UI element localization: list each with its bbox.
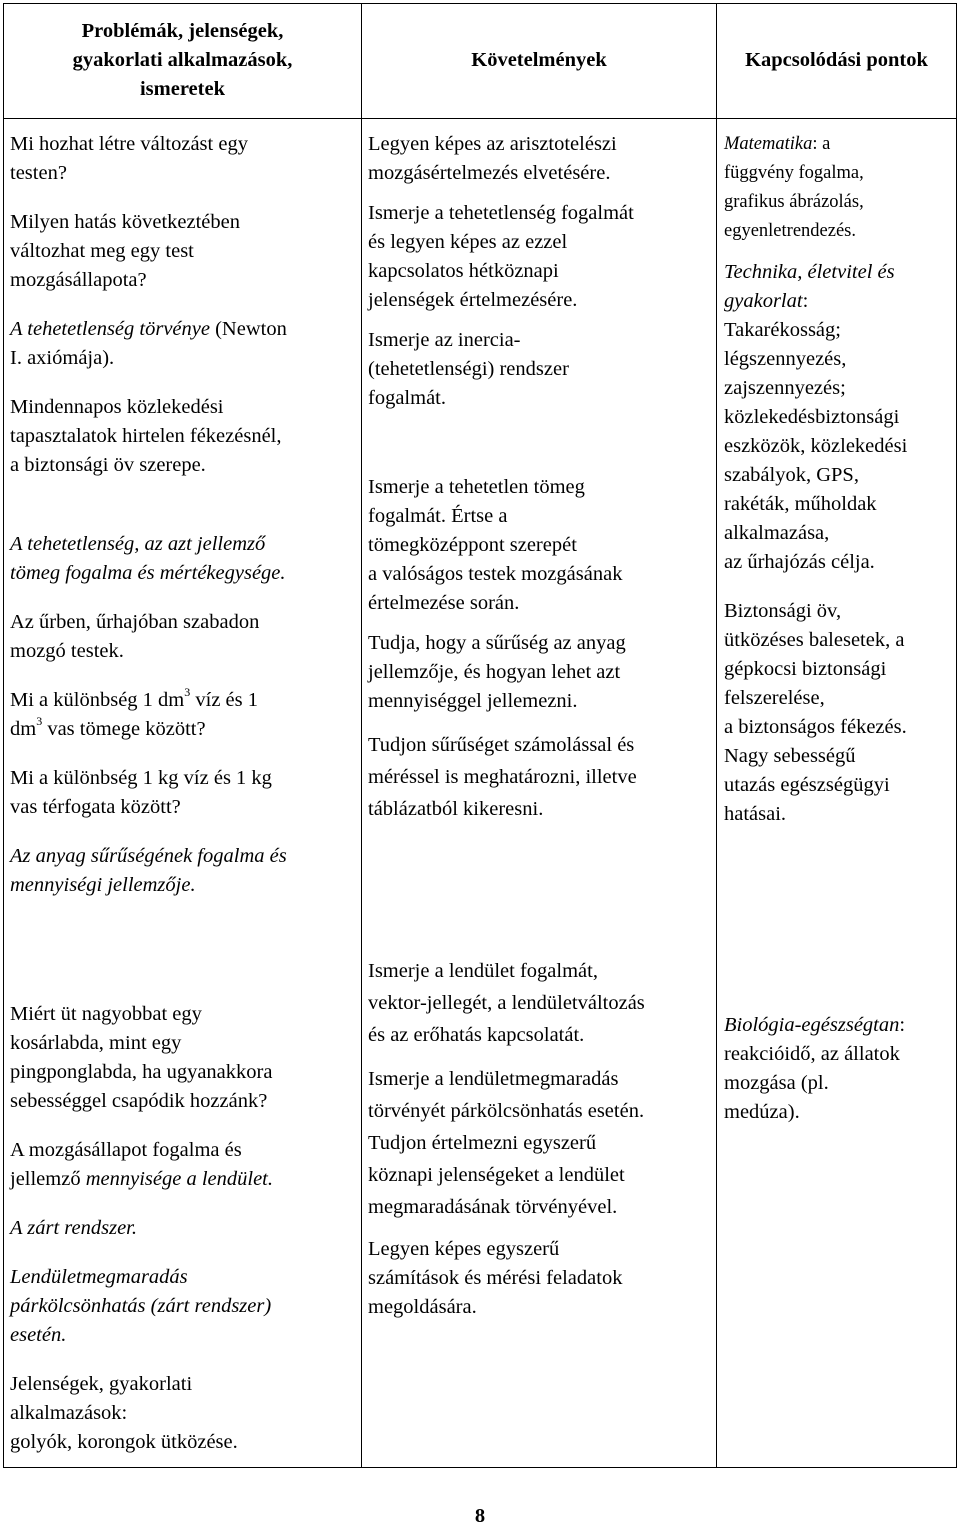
req-momentum: Ismerje a lendület fogalmát, vektor-jellegét, a lendületváltozás és az erőhatás kapcsolatát. — [368, 960, 645, 1046]
req-aristotle: Legyen képes az arisztotelészi mozgásértelmezés elvetésére. — [368, 133, 617, 184]
req-momentum-conservation: Ismerje a lendületmegmaradás törvényét párkölcsönhatás esetén. Tudjon értelmezni egyszerű köznapi jelenségeket a lendület megmaradásának törvényével. — [368, 1068, 645, 1218]
momentum-conservation: Lendületmegmaradás párkölcsönhatás (zárt rendszer) esetén. — [10, 1266, 272, 1346]
row2-col2 — [368, 955, 713, 1322]
table-border-right — [956, 3, 957, 1468]
closed-system: A zárt rendszer. — [10, 1217, 138, 1239]
req-inert-mass: Ismerje a tehetetlen tömeg fogalmát. Értse a tömegközéppont szerepét a valóságos testek mozgásának értelmezése során. — [368, 476, 623, 614]
applications: Jelenségek, gyakorlati alkalmazások: golyók, korongok ütközése. — [10, 1373, 238, 1453]
space-bodies: Az űrben, űrhajóban szabadon mozgó testek. — [10, 611, 260, 662]
traffic-experience: Mindennapos közlekedési tapasztalatok hirtelen fékezésnél, a biztonsági öv szerepe. — [10, 396, 282, 476]
table-border-bottom — [3, 1467, 957, 1468]
question-volume-difference: Mi a különbség 1 kg víz és 1 kg vas térfogata között? — [10, 767, 272, 818]
header-col1-line: Problémák, jelenségek, — [81, 20, 284, 42]
link-technology: Technika, életvitel és gyakorlat: Takarékosság; légszennyezés, zajszennyezés; közlekedésbiztonsági eszközök, közlekedési szabályok, GPS, rakéták, műholdak alkalmazása, az űrhajózás célja. — [724, 261, 908, 573]
req-density: Tudja, hogy a sűrűség az anyag jellemzője, és hogyan lehet azt mennyiséggel jellemezni. — [368, 632, 626, 712]
row2-col3 — [724, 1011, 954, 1127]
header-requirements: Követelmények — [471, 49, 607, 71]
header-col3 — [717, 3, 956, 118]
header-col2 — [362, 3, 716, 118]
question-effect: Milyen hatás következtében változhat meg egy test mozgásállapota? — [10, 211, 240, 291]
inertia-mass-concept: A tehetetlenség, az azt jellemző tömeg fogalma és mértékegysége. — [10, 533, 286, 584]
req-calculations: Legyen képes egyszerű számítások és mérési feladatok megoldására. — [368, 1238, 623, 1318]
req-inertial-frame: Ismerje az inercia- (tehetetlenségi) rendszer fogalmát. — [368, 329, 569, 409]
density-concept: Az anyag sűrűségének fogalma és mennyiségi jellemzője. — [10, 845, 287, 896]
question-change: Mi hozhat létre változást egy testen? — [10, 133, 248, 184]
req-density-calc: Tudjon sűrűséget számolással és méréssel is meghatározni, illetve táblázatból kikeresni. — [368, 734, 637, 820]
req-inertia: Ismerje a tehetetlenség fogalmát és legyen képes az ezzel kapcsolatos hétköznapi jelenségek értelmezésére. — [368, 202, 634, 311]
page-number: 8 — [474, 1505, 486, 1527]
row1-col3 — [724, 130, 954, 829]
header-divider — [3, 118, 957, 119]
header-connections: Kapcsolódási pontok — [745, 49, 928, 71]
table-border-left — [3, 3, 4, 1468]
table-divider-2 — [716, 3, 717, 1468]
question-mass-difference: Mi a különbség 1 $dm^3$ víz és 1 $dm^3$ vas tömege között? — [10, 685, 258, 740]
header-col1-line: ismeretek — [139, 78, 225, 100]
momentum-concept: A mozgásállapot fogalma és jellemző mennyisége a lendület. — [10, 1139, 274, 1190]
row1-col2 — [368, 130, 713, 825]
inertia-law: A tehetetlenség törvénye (Newton I. axiómája). — [10, 318, 287, 369]
header-col1-line: gyakorlati alkalmazások, — [72, 49, 293, 71]
link-safety: Biztonsági öv, ütközéses balesetek, a gépkocsi biztonsági felszerelése, a biztonságos fékezés. Nagy sebességű utazás egészségügyi hatásai. — [724, 600, 907, 825]
row2-col1 — [10, 1000, 358, 1457]
table-divider-1 — [361, 3, 362, 1468]
question-basketball: Miért üt nagyobbat egy kosárlabda, mint egy pingponglabda, ha ugyanakkora sebességgel csapódik hozzánk? — [10, 1003, 273, 1112]
row1-col1 — [10, 130, 358, 900]
link-biology: Biológia-egészségtan: reakcióidő, az állatok mozgása (pl. medúza). — [724, 1014, 906, 1123]
link-math: Matematika: a függvény fogalma, grafikus ábrázolás, egyenletrendezés. — [724, 134, 864, 241]
header-col1 — [4, 3, 361, 118]
